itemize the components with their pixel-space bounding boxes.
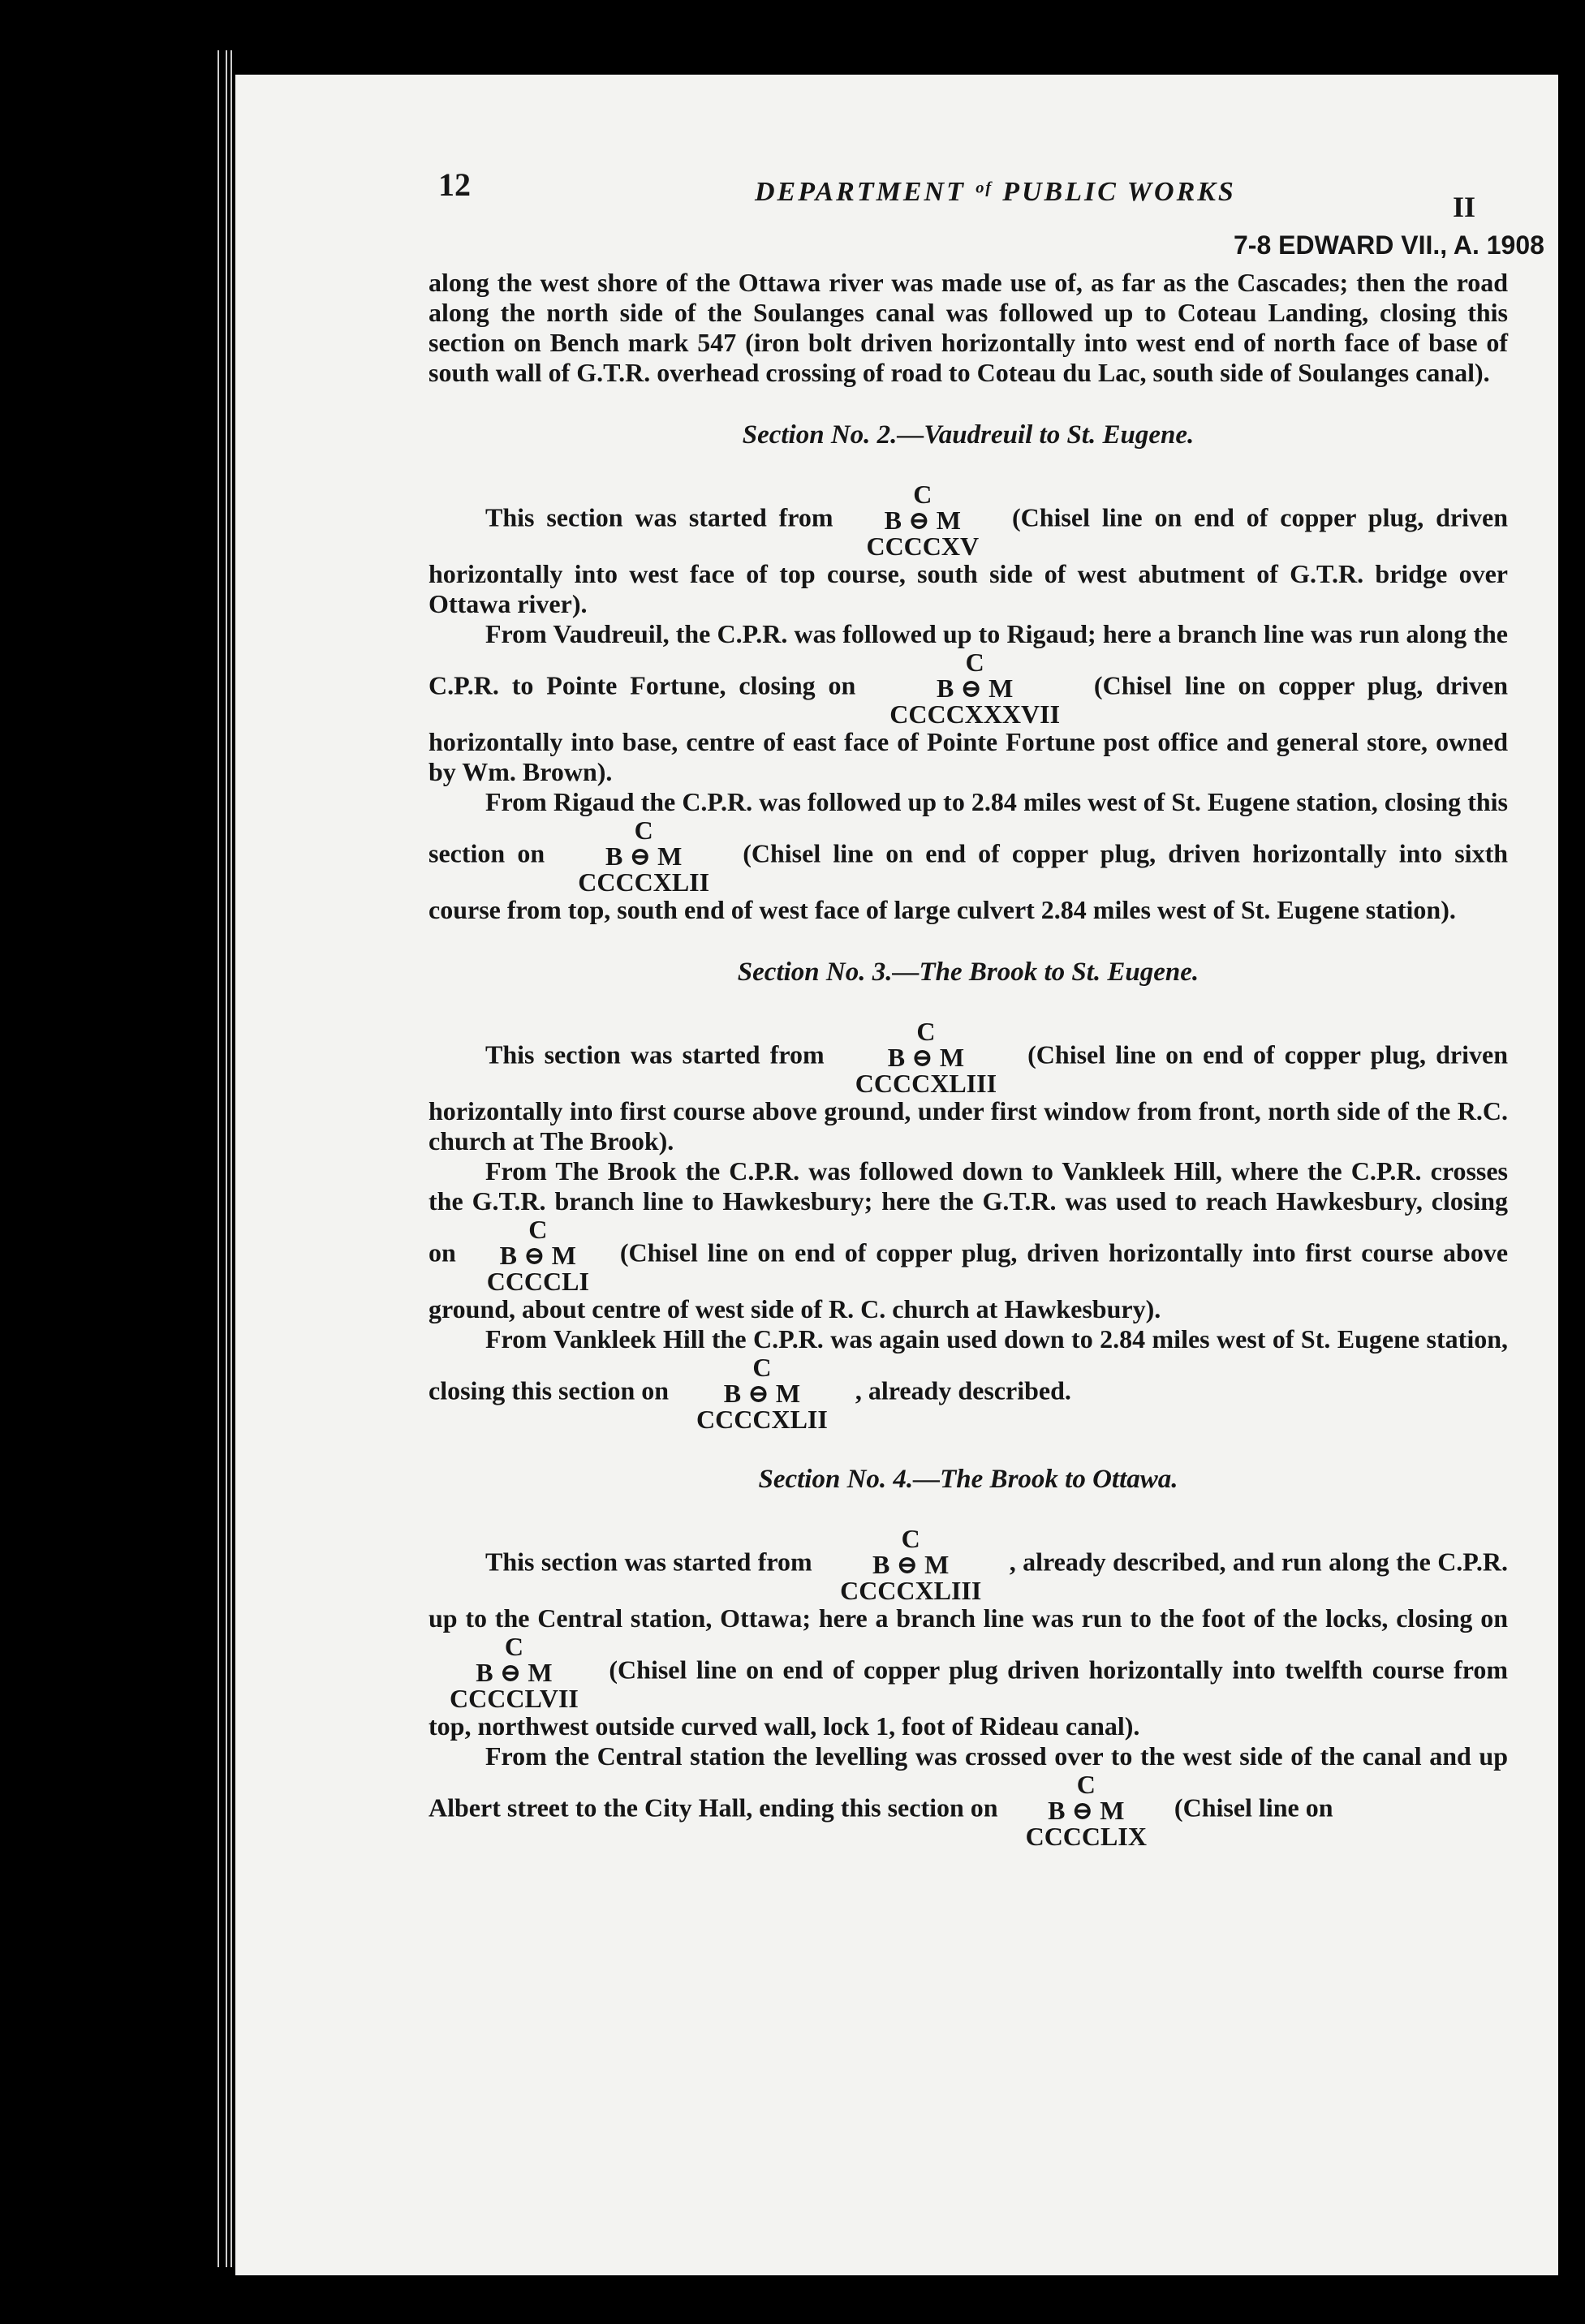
session-label: 7-8 EDWARD VII., A. 1908 xyxy=(1234,230,1544,260)
section-paragraph: From Vankleek Hill the C.P.R. was again used down to 2.84 miles west of St. Eugene station, closing this section on C B ⊖ M CCCCXLII , already described. xyxy=(429,1324,1508,1434)
section-heading: Section No. 2.—Vaudreuil to St. Eugene. xyxy=(742,420,1195,450)
bench-mark: C B ⊖ M CCCCXV xyxy=(866,480,980,561)
volume-number: II xyxy=(1453,191,1476,223)
section-heading: Section No. 3.—The Brook to St. Eugene. xyxy=(737,958,1200,987)
section-paragraph: From the Central station the levelling was crossed over to the west side of the canal and up Albert street to the City Hall, ending this section on C B ⊖ M CCCCLIX (Chisel line on xyxy=(429,1741,1508,1851)
section-paragraph: From Vaudreuil, the C.P.R. was followed up to Rigaud; here a branch line was run along the C.P.R. to Pointe Fortune, closing on C B ⊖ M CCCCXXXVII (Chisel line on copper plug, driven horizontally into base, centre of east face of Pointe Fortune post office and general store, owned by Wm. Brown). xyxy=(429,619,1509,786)
bench-mark: C B ⊖ M CCCCXLII xyxy=(578,816,710,897)
section-paragraph: This section was started from C B ⊖ M CCCCXLIII , already described, and run along the C.P.R. up to the Central station, Ottawa; here a branch line was run to the foot of the locks, closing on C B ⊖ M CCCCLVII (Chisel line on end of copper plug driven horizontally into twelfth course from top, northwest outside curved wall, lock 1, foot of Rideau canal). xyxy=(429,1524,1509,1741)
page-body xyxy=(429,268,1508,1849)
section-paragraph: This section was started from C B ⊖ M CCCCXV (Chisel line on end of copper plug, driven horizontally into west face of top course, south side of west abutment of G.T.R. bridge over Ottawa river). xyxy=(429,480,1509,618)
section-paragraph: From Rigaud the C.P.R. was followed up to 2.84 miles west of St. Eugene station, closing this section on C B ⊖ M CCCCXLII (Chisel line on end of copper plug, driven horizontally into sixth course from top, south end of west face of large culvert 2.84 miles west of St. Eugene station). xyxy=(429,787,1509,924)
section-paragraph: From The Brook the C.P.R. was followed down to Vankleek Hill, where the C.P.R. crosses the G.T.R. branch line to Hawkesbury; here the G.T.R. was used to reach Hawkesbury, closing on C B ⊖ M CCCCLI (Chisel line on end of copper plug, driven horizontally into first course above ground, about centre of west side of R. C. church at Hawkesbury). xyxy=(429,1156,1509,1323)
bench-mark: C B ⊖ M CCCCXLIII xyxy=(840,1524,982,1605)
page-number: 12 xyxy=(438,166,471,203)
page-header xyxy=(235,166,1558,260)
bench-mark: C B ⊖ M CCCCLIX xyxy=(1025,1770,1147,1851)
running-title: DEPARTMENT ᵒᶠ PUBLIC WORKS xyxy=(755,177,1236,207)
page-stack-edge xyxy=(218,50,219,2267)
section-paragraph: This section was started from C B ⊖ M CCCCXLIII (Chisel line on end of copper plug, driven horizontally into first course above ground, under first window from front, north side of the R.C. church at The Brook). xyxy=(429,1017,1509,1156)
bench-mark: C B ⊖ M CCCCLVII xyxy=(450,1632,579,1713)
section-heading: Section No. 4.—The Brook to Ottawa. xyxy=(758,1465,1178,1494)
bench-mark: C B ⊖ M CCCCXXXVII xyxy=(889,648,1061,729)
document-page xyxy=(235,75,1558,2275)
bench-mark: C B ⊖ M CCCCXLIII xyxy=(855,1017,997,1098)
bench-mark: C B ⊖ M CCCCXLII xyxy=(696,1353,828,1434)
intro-paragraph: along the west shore of the Ottawa river was made use of, as far as the Cascades; then the road along the north side of the Soulanges canal was followed up to Coteau Landing, closing this section on Bench mark 547 (iron bolt driven horizontally into west end of north face of base of south wall of G.T.R. overhead crossing of road to Coteau du Lac, south side of Soulanges canal). xyxy=(429,268,1508,387)
page-stack-edge xyxy=(230,50,232,2267)
page-stack-edge xyxy=(226,50,227,2267)
bench-mark: C B ⊖ M CCCCLI xyxy=(486,1215,589,1296)
